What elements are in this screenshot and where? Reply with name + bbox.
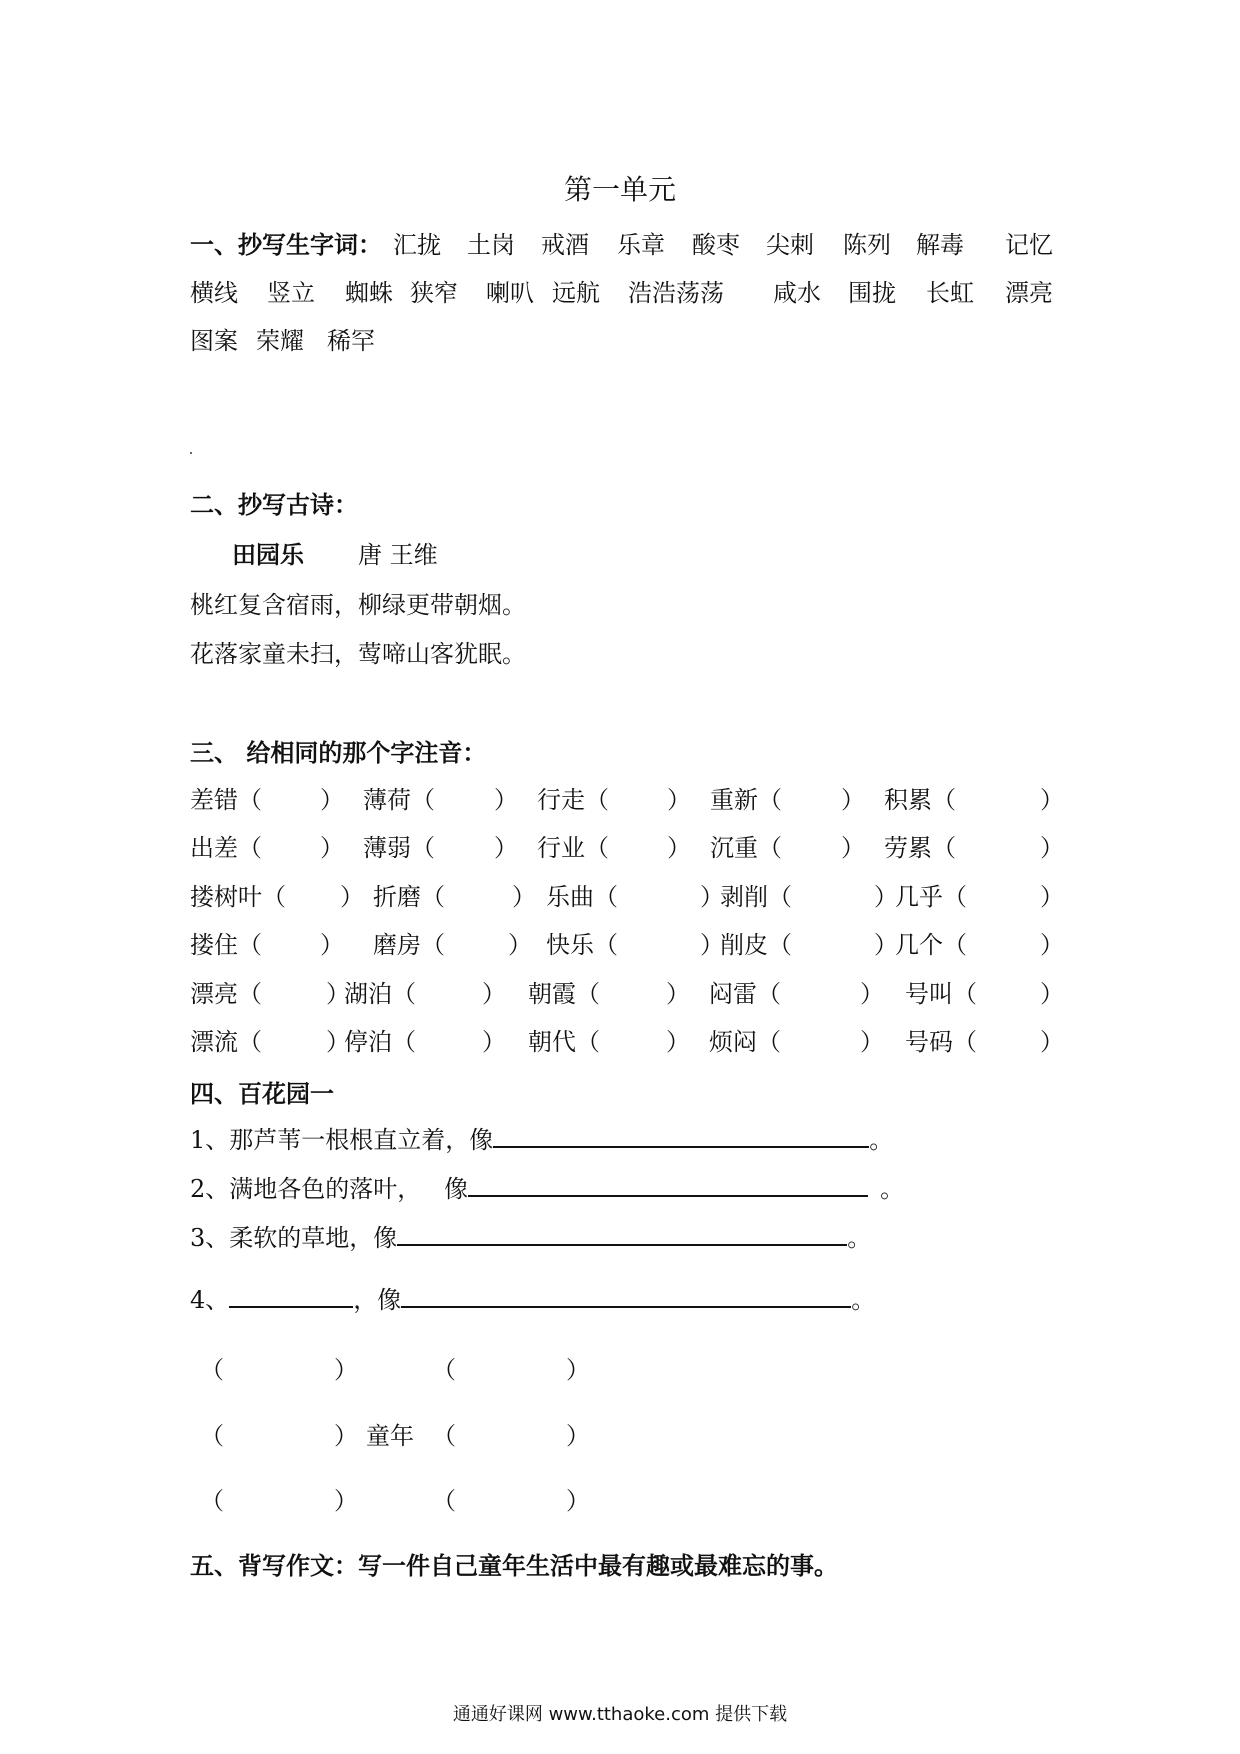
pinyin-item: 薄荷（ — [363, 786, 435, 814]
pinyin-item: 积累（ — [884, 786, 956, 814]
pinyin-item: 沉重（ — [710, 834, 782, 862]
section3-heading: 三、 给相同的那个字注音： — [190, 739, 487, 767]
section1 — [190, 225, 382, 260]
pinyin-item: 漂流（ — [190, 1028, 262, 1056]
pinyin-close-paren[interactable]: ） — [666, 1028, 690, 1056]
pinyin-close-paren[interactable]: ） — [494, 834, 518, 862]
stray-dot — [190, 452, 192, 454]
vocab-word: 尖刺 — [766, 231, 814, 259]
pinyin-close-paren[interactable]: ） — [320, 786, 344, 814]
pinyin-close-paren[interactable]: ） — [1040, 786, 1064, 814]
pinyin-item: 行业（ — [537, 834, 609, 862]
vocab-word: 解毒 — [916, 231, 964, 259]
period: 。 — [851, 1286, 876, 1314]
mindmap-center-word: 童年 — [366, 1422, 414, 1450]
pinyin-close-paren[interactable]: ） — [700, 883, 724, 911]
pinyin-close-paren[interactable]: ） — [1040, 980, 1064, 1008]
pinyin-close-paren[interactable]: ） — [508, 931, 532, 959]
fill-blank[interactable] — [401, 1284, 851, 1308]
vocab-word: 土岗 — [467, 231, 515, 259]
mindmap-paren-tl[interactable]: （ ） — [200, 1356, 358, 1384]
pinyin-item: 剥削（ — [720, 883, 792, 911]
fill-blank[interactable] — [229, 1284, 353, 1308]
mindmap-paren-ml[interactable]: （ ） — [200, 1422, 358, 1450]
pinyin-close-paren[interactable]: ） — [1040, 931, 1064, 959]
pinyin-item: 漂亮（ — [190, 980, 262, 1008]
pinyin-item: 出差（ — [190, 834, 262, 862]
pinyin-close-paren[interactable]: ） — [874, 883, 898, 911]
pinyin-item: 磨房（ — [373, 931, 445, 959]
mindmap-paren-mr[interactable]: （ ） — [432, 1422, 590, 1450]
pinyin-close-paren[interactable]: ） — [320, 834, 344, 862]
section4-heading: 四、百花园一 — [190, 1080, 334, 1108]
fill-blank[interactable] — [397, 1222, 847, 1246]
simile-item-2-text: 2、满地各色的落叶， 像 — [190, 1175, 469, 1203]
pinyin-item: 号叫（ — [905, 980, 977, 1008]
pinyin-close-paren[interactable]: ） — [874, 931, 898, 959]
pinyin-close-paren[interactable]: ） — [340, 883, 364, 911]
pinyin-close-paren[interactable]: ） — [667, 786, 691, 814]
pinyin-close-paren[interactable]: ） — [1040, 834, 1064, 862]
pinyin-item: 几个（ — [895, 931, 967, 959]
pinyin-item: 重新（ — [710, 786, 782, 814]
pinyin-item: 折磨（ — [373, 883, 445, 911]
section1-heading: 一、抄写生字词： — [190, 231, 382, 259]
vocab-word: 乐章 — [617, 231, 665, 259]
vocab-word: 漂亮 — [1005, 279, 1053, 307]
pinyin-close-paren[interactable]: ） — [860, 980, 884, 1008]
poem-author: 唐 王维 — [358, 541, 438, 569]
pinyin-item: 快乐（ — [546, 931, 618, 959]
pinyin-close-paren[interactable]: ） — [666, 980, 690, 1008]
period: 。 — [869, 1126, 894, 1154]
pinyin-close-paren[interactable]: ） — [482, 1028, 506, 1056]
vocab-word: 横线 — [190, 279, 238, 307]
pinyin-item: 乐曲（ — [546, 883, 618, 911]
simile-item-4-mid: ，像 — [353, 1286, 402, 1314]
fill-blank[interactable] — [493, 1124, 869, 1148]
pinyin-close-paren[interactable]: ） — [860, 1028, 884, 1056]
poem-line-2: 花落家童未扫，莺啼山客犹眠。 — [190, 640, 526, 668]
simile-item-3-text: 3、柔软的草地，像 — [190, 1224, 398, 1252]
pinyin-item: 湖泊（ — [344, 980, 416, 1008]
mindmap-paren-bl[interactable]: （ ） — [200, 1487, 358, 1515]
simile-item-4-num: 4、 — [190, 1286, 230, 1314]
pinyin-item: 薄弱（ — [363, 834, 435, 862]
mindmap-paren-tr[interactable]: （ ） — [432, 1356, 590, 1384]
pinyin-close-paren[interactable]: ） — [1040, 883, 1064, 911]
vocab-word: 蜘蛛 — [345, 279, 393, 307]
vocab-word: 陈列 — [843, 231, 891, 259]
pinyin-item: 劳累（ — [884, 834, 956, 862]
period: 。 — [880, 1175, 905, 1203]
poem-title: 田园乐 — [232, 541, 304, 569]
simile-item-1 — [190, 1120, 893, 1155]
vocab-word: 远航 — [552, 279, 600, 307]
pinyin-close-paren[interactable]: ） — [700, 931, 724, 959]
pinyin-item: 闷雷（ — [709, 980, 781, 1008]
fill-blank[interactable] — [468, 1173, 868, 1197]
pinyin-close-paren[interactable]: ） — [841, 786, 865, 814]
pinyin-item: 行走（ — [537, 786, 609, 814]
simile-item-2 — [190, 1169, 904, 1204]
pinyin-close-paren[interactable]: ） — [326, 1028, 350, 1056]
pinyin-item: 烦闷（ — [709, 1028, 781, 1056]
pinyin-item: 号码（ — [905, 1028, 977, 1056]
vocab-word: 荣耀 — [256, 327, 304, 355]
pinyin-item: 几乎（ — [895, 883, 967, 911]
pinyin-item: 削皮（ — [720, 931, 792, 959]
mindmap-paren-br[interactable]: （ ） — [432, 1487, 590, 1515]
simile-item-1-text: 1、那芦苇一根根直立着，像 — [190, 1126, 494, 1154]
pinyin-item: 朝代（ — [528, 1028, 600, 1056]
page-title: 第一单元 — [563, 173, 676, 206]
section2-heading: 二、抄写古诗： — [190, 491, 358, 519]
vocab-word: 咸水 — [773, 279, 821, 307]
pinyin-item: 搂住（ — [190, 931, 262, 959]
pinyin-close-paren[interactable]: ） — [512, 883, 536, 911]
vocab-word: 浩浩荡荡 — [628, 279, 724, 307]
pinyin-close-paren[interactable]: ） — [326, 980, 350, 1008]
section5-heading: 五、背写作文：写一件自己童年生活中最有趣或最难忘的事。 — [190, 1552, 838, 1580]
poem-line-1: 桃红复含宿雨，柳绿更带朝烟。 — [190, 591, 526, 619]
period: 。 — [847, 1224, 872, 1252]
vocab-word: 记忆 — [1005, 231, 1053, 259]
vocab-word: 喇叭 — [486, 279, 534, 307]
pinyin-close-paren[interactable]: ） — [482, 980, 506, 1008]
simile-item-4 — [190, 1280, 875, 1315]
page-footer: 通通好课网 www.tthaoke.com 提供下载 — [452, 1704, 788, 1725]
vocab-word: 竖立 — [267, 279, 315, 307]
pinyin-item: 停泊（ — [344, 1028, 416, 1056]
vocab-word: 围拢 — [848, 279, 896, 307]
vocab-word: 汇拢 — [393, 231, 441, 259]
pinyin-item: 搂树叶（ — [190, 883, 286, 911]
vocab-word: 酸枣 — [692, 231, 740, 259]
vocab-word: 图案 — [190, 327, 238, 355]
pinyin-close-paren[interactable]: ） — [667, 834, 691, 862]
pinyin-close-paren[interactable]: ） — [841, 834, 865, 862]
vocab-word: 稀罕 — [327, 327, 375, 355]
vocab-word: 戒酒 — [541, 231, 589, 259]
simile-item-3 — [190, 1218, 871, 1253]
pinyin-close-paren[interactable]: ） — [320, 931, 344, 959]
pinyin-close-paren[interactable]: ） — [494, 786, 518, 814]
pinyin-close-paren[interactable]: ） — [1040, 1028, 1064, 1056]
pinyin-item: 朝霞（ — [528, 980, 600, 1008]
vocab-word: 狭窄 — [410, 279, 458, 307]
pinyin-item: 差错（ — [190, 786, 262, 814]
vocab-word: 长虹 — [926, 279, 974, 307]
